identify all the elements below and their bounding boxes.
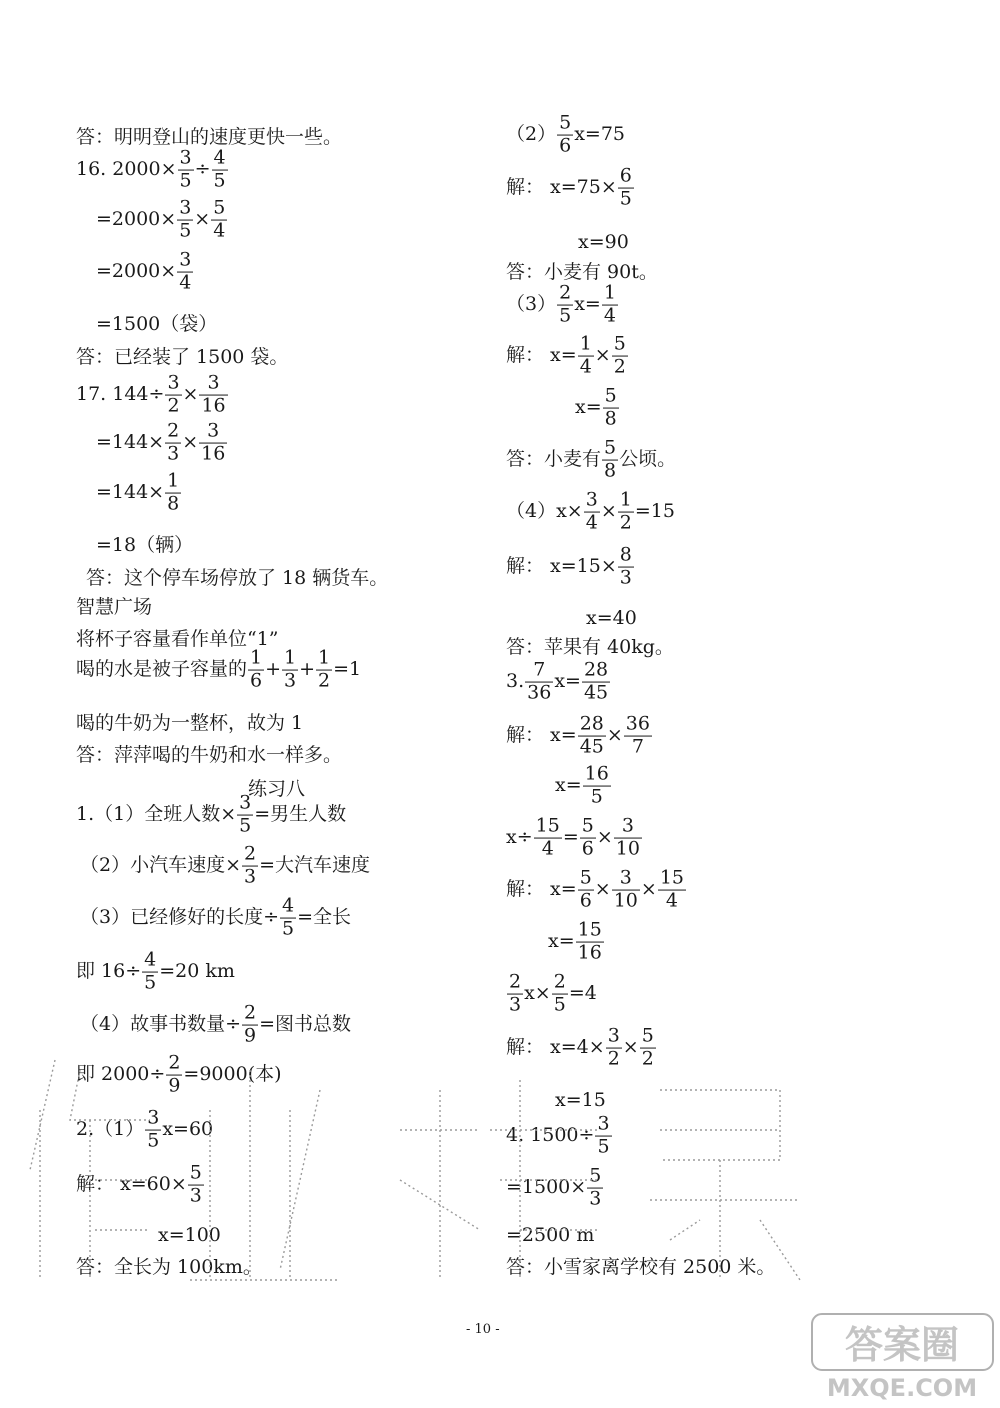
fraction [595,1112,611,1158]
fraction [242,842,258,888]
expr-text: （4）故事书数量÷ [80,1013,242,1035]
expr-text: 解： x=15× [506,555,617,577]
answer-line [80,894,352,940]
denominator: 6 [581,837,594,860]
denominator: 5 [147,1129,160,1152]
fraction [640,1024,656,1070]
answer-line: x=40 [586,607,637,629]
denominator: 2 [641,1047,654,1070]
answer-line: 答：小麦有 90t。 [506,261,658,283]
answer-line: =18（辆） [96,534,194,556]
denominator: 4 [603,304,616,327]
numerator: 2 [244,1001,257,1024]
numerator: 2 [244,842,257,865]
answer-line: 答：全长为 100km。 [76,1256,262,1278]
fraction [587,1164,603,1210]
denominator: 10 [615,837,640,860]
numerator: 5 [604,436,617,459]
expr-text: 解： x= [506,878,577,900]
answer-line [76,146,229,192]
numerator: 3 [612,869,640,891]
fraction [211,196,227,242]
fraction [578,332,594,378]
answer-line: 答：已经装了 1500 袋。 [76,346,289,368]
denominator: 9 [168,1074,181,1097]
denominator: 4 [541,837,554,860]
denominator: 9 [244,1024,257,1047]
expr-text: x=60 [162,1118,214,1140]
answer-line [506,866,687,912]
denominator: 5 [282,917,295,940]
numerator: 5 [559,111,572,134]
numerator: 28 [583,658,609,681]
numerator: 2 [509,970,522,993]
numerator: 1 [603,281,616,304]
answer-line: 智慧广场 [76,596,153,618]
answer-line: =2500 m [506,1224,595,1246]
answer-line: 答：萍萍喝的牛奶和水一样多。 [76,744,343,766]
fraction [142,948,158,994]
denominator: 2 [613,355,626,378]
answer-line: x=100 [158,1224,221,1246]
numerator: 2 [559,281,572,304]
fraction [237,791,253,837]
expr-text: 解： x=75× [506,176,617,198]
fraction [552,970,568,1016]
answer-line [76,1106,214,1152]
fraction [199,371,227,417]
fraction [248,646,264,692]
fraction [177,196,193,242]
numerator: 2 [168,1051,181,1074]
fraction [177,248,193,294]
fraction [525,658,553,704]
denominator: 3 [244,865,257,888]
expr-text: × [182,383,199,405]
fraction [602,281,618,327]
denominator: 2 [607,1047,620,1070]
denominator: 8 [604,407,617,430]
expr-text: 3. [506,670,525,692]
denominator: 8 [167,492,180,515]
expr-text: × [600,500,617,522]
expr-text: 4. 1500÷ [506,1124,595,1146]
expr-text: =4 [568,982,597,1004]
fraction [165,371,181,417]
answer-line [506,488,675,534]
answer-line [506,332,629,378]
answer-line: 答：明明登山的速度更快一些。 [76,126,343,148]
expr-text: =20 km [159,960,235,982]
numerator: 3 [179,196,192,219]
fraction [534,814,562,860]
answer-line [506,1164,604,1210]
fraction [582,658,610,704]
expr-text: × [606,724,623,746]
expr-text: 1.（1）全班人数× [76,803,237,825]
answer-line: =1500（袋） [96,313,218,335]
numerator: 3 [199,374,227,396]
expr-text: × [182,431,199,453]
numerator: 5 [641,1024,654,1047]
answer-line [80,842,371,888]
numerator: 15 [577,918,602,941]
expr-text: 即 16÷ [76,960,142,982]
numerator: 2 [553,970,566,993]
fraction [145,1106,161,1152]
numerator: 5 [589,1164,602,1187]
numerator: 3 [179,248,192,271]
expr-text: =2000× [96,208,177,230]
numerator: 3 [614,817,642,839]
expr-text: =15 [634,500,675,522]
numerator: 2 [167,419,180,442]
answer-line: x=90 [578,231,629,253]
answer-line [76,1161,205,1207]
denominator: 5 [590,785,603,808]
expr-text: 喝的水是被子容量的 [76,658,248,680]
denominator: 3 [509,993,522,1016]
fraction [624,712,652,758]
fraction [606,1024,622,1070]
fraction [578,866,594,912]
fraction [584,488,600,534]
logo-title: 答案圈 [844,1323,960,1367]
fraction [188,1161,204,1207]
expr-text: x= [555,774,582,796]
numerator: 3 [607,1024,620,1047]
expr-text: 解： x= [506,344,577,366]
expr-text: 2.（1） [76,1118,145,1140]
expr-text: 答：小麦有 [506,448,602,470]
numerator: 16 [584,762,609,785]
denominator: 5 [179,169,192,192]
denominator: 2 [619,511,632,534]
expr-text: x= [574,293,601,315]
denominator: 8 [604,459,617,482]
answer-line [506,814,643,860]
answer-line [76,646,362,692]
fraction [618,543,634,589]
fraction [612,866,640,912]
expr-text: （2）小汽车速度× [80,854,242,876]
fraction [165,469,181,515]
fraction [618,488,634,534]
answer-line [76,371,229,417]
denominator: 16 [577,941,602,964]
expr-text: x= [554,670,581,692]
numerator: 1 [619,488,632,511]
expr-text: × [596,826,613,848]
denominator: 4 [213,219,226,242]
denominator: 6 [250,669,263,692]
denominator: 5 [597,1135,610,1158]
answer-line [506,281,619,327]
numerator: 1 [250,646,263,669]
fraction [199,419,227,465]
denominator: 45 [583,681,609,704]
expr-text: （3） [506,293,557,315]
numerator: 5 [579,866,592,889]
denominator: 4 [585,511,598,534]
numerator: 4 [144,948,157,971]
fraction [614,814,642,860]
denominator: 3 [167,442,180,465]
denominator: 10 [613,889,638,912]
numerator: 36 [625,712,650,735]
answer-line [506,1024,657,1070]
denominator: 16 [201,394,226,417]
denominator: 5 [179,219,192,242]
expr-text: + [265,658,282,680]
fraction [242,1001,258,1047]
numerator: 1 [167,469,180,492]
answer-line: 练习八 [248,778,306,800]
answer-line [96,469,182,515]
answer-line [76,948,235,994]
numerator: 5 [581,814,594,837]
numerator: 5 [189,1161,202,1184]
numerator: 8 [619,543,632,566]
answer-line [96,248,194,294]
denominator: 5 [239,814,252,837]
numerator: 3 [179,146,192,169]
numerator: 4 [282,894,295,917]
expr-text: （4）x× [506,500,583,522]
answer-line [80,1001,352,1047]
answer-line [575,384,620,430]
denominator: 3 [284,669,297,692]
answer-line [506,436,677,482]
denominator: 4 [179,271,192,294]
numerator: 3 [239,791,252,814]
answer-line [96,419,228,465]
answer-line [548,918,605,964]
answer-line: x=15 [555,1089,606,1111]
expr-text: =2000× [96,260,177,282]
answer-line [76,1051,282,1097]
denominator: 4 [579,355,592,378]
denominator: 3 [189,1184,202,1207]
denominator: 16 [201,442,226,465]
denominator: 5 [144,971,157,994]
fraction [578,712,606,758]
numerator: 3 [199,422,227,444]
denominator: 2 [167,394,180,417]
expr-text: =1 [333,658,362,680]
numerator: 15 [659,866,684,889]
numerator: 28 [579,712,604,735]
expr-text: x= [548,930,575,952]
logo-url: MXQE.COM [826,1374,978,1402]
answer-line [506,712,653,758]
fraction [212,146,228,192]
fraction [612,332,628,378]
denominator: 5 [619,187,632,210]
answer-line: 喝的牛奶为一整杯，故为 1 [76,712,304,734]
denominator: 5 [553,993,566,1016]
fraction [557,281,573,327]
fraction [280,894,296,940]
expr-text: =144× [96,431,165,453]
denominator: 4 [665,889,678,912]
answer-line [76,791,347,837]
numerator: 3 [597,1112,610,1135]
expr-text: x= [575,396,602,418]
expr-text: + [299,658,316,680]
denominator: 5 [213,169,226,192]
numerator: 1 [318,646,331,669]
denominator: 3 [589,1187,602,1210]
numerator: 1 [284,646,297,669]
denominator: 45 [579,735,604,758]
fraction [658,866,686,912]
expr-text: =男生人数 [254,803,347,825]
expr-text: 解： x=4× [506,1036,605,1058]
answer-line [506,164,635,210]
numerator: 5 [613,332,626,355]
fraction [282,646,298,692]
numerator: 4 [213,146,226,169]
expr-text: x× [524,982,551,1004]
answer-line [506,970,597,1016]
denominator: 5 [559,304,572,327]
expr-text: × [594,878,611,900]
fraction [603,384,619,430]
fraction [178,146,194,192]
expr-text: × [622,1036,639,1058]
expr-text: =9000(本) [183,1063,282,1085]
fraction [165,419,181,465]
answer-circle-logo [810,1312,995,1404]
answer-line [506,111,625,157]
answer-line [506,658,611,704]
answer-line: 答：这个停车场停放了 18 辆货车。 [86,567,389,589]
denominator: 3 [619,566,632,589]
numerator: 3 [585,488,598,511]
numerator: 15 [535,814,560,837]
numerator: 5 [604,384,617,407]
answer-line: 答：苹果有 40kg。 [506,636,674,658]
answer-line [555,762,612,808]
fraction [618,164,634,210]
expr-text: × [194,208,211,230]
expr-text: 17. 144÷ [76,383,165,405]
answer-line [506,1112,613,1158]
expr-text: =图书总数 [259,1013,352,1035]
fraction [583,762,611,808]
expr-text: = [562,826,579,848]
expr-text: × [640,878,657,900]
numerator: 3 [147,1106,160,1129]
expr-text: x÷ [506,826,533,848]
expr-text: 即 2000÷ [76,1063,166,1085]
expr-text: ÷ [194,158,211,180]
expr-text: =144× [96,481,165,503]
answer-line [96,196,228,242]
denominator: 7 [631,735,644,758]
expr-text: 解： x=60× [76,1173,187,1195]
expr-text: 16. 2000× [76,158,177,180]
expr-text: 公顷。 [619,448,677,470]
expr-text: （3）已经修好的长度÷ [80,906,280,928]
numerator: 6 [619,164,632,187]
fraction [166,1051,182,1097]
numerator: 7 [525,661,553,683]
fraction [507,970,523,1016]
numerator: 1 [579,332,592,355]
answer-line: 答：小雪家离学校有 2500 米。 [506,1256,776,1278]
denominator: 6 [559,134,572,157]
numerator: 5 [213,196,226,219]
expr-text: × [594,344,611,366]
expr-text: =全长 [297,906,352,928]
expr-text: =1500× [506,1176,587,1198]
fraction [557,111,573,157]
answer-line: 将杯子容量看作单位“1” [76,628,279,650]
numerator: 3 [167,371,180,394]
fraction [316,646,332,692]
denominator: 36 [527,681,552,704]
expr-text: （2） [506,123,557,145]
expr-text: =大汽车速度 [259,854,371,876]
answer-line [506,543,635,589]
fraction [580,814,596,860]
expr-text: x=75 [574,123,625,145]
fraction [576,918,604,964]
fraction [602,436,618,482]
denominator: 6 [579,889,592,912]
page-number: - 10 - [466,1322,500,1337]
expr-text: 解： x= [506,724,577,746]
denominator: 2 [318,669,331,692]
